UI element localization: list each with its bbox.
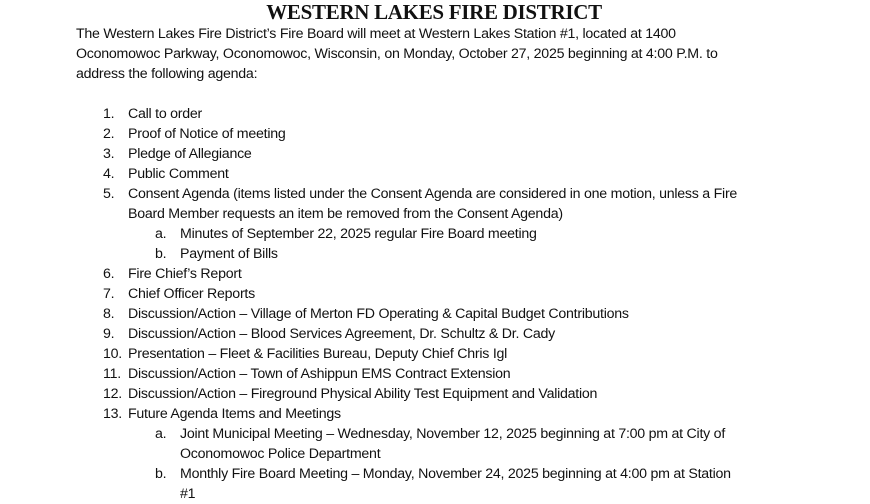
item-text: Fire Chief’s Report — [128, 266, 242, 282]
item-text: Discussion/Action – Fireground Physical Ability Test Equipment and Validation — [128, 386, 598, 402]
subitem-text: Minutes of September 22, 2025 regular Fire Board meeting — [180, 226, 537, 242]
agenda-subitem-13a-continuation — [0, 444, 870, 464]
item-text: Discussion/Action – Town of Ashippun EMS Contract Extension — [128, 366, 511, 382]
item-text: Proof of Notice of meeting — [128, 126, 286, 142]
agenda-subitem-13b-continuation — [0, 484, 870, 504]
subitem-text: Joint Municipal Meeting – Wednesday, November 12, 2025 beginning at 7:00 pm at City of — [180, 426, 726, 442]
agenda-item-1 — [0, 104, 870, 124]
item-number: 7. — [103, 286, 115, 302]
agenda-subitem-13b — [0, 464, 870, 484]
item-text: Presentation – Fleet & Facilities Bureau, Deputy Chief Chris Igl — [128, 346, 508, 362]
item-text: Discussion/Action – Village of Merton FD Operating & Capital Budget Contributions — [128, 306, 629, 322]
agenda-item-11 — [0, 364, 870, 384]
subitem-text-continuation: Oconomowoc Police Department — [180, 446, 381, 462]
item-number: 2. — [103, 126, 115, 142]
subitem-text-continuation: #1 — [180, 486, 196, 502]
agenda-subitem-13a — [0, 424, 870, 444]
subitem-letter: b. — [155, 466, 167, 482]
item-number: 11. — [103, 366, 121, 382]
item-number: 3. — [103, 146, 115, 162]
agenda-item-6 — [0, 264, 870, 284]
agenda-item-5-continuation — [0, 204, 870, 224]
item-number: 9. — [103, 326, 115, 342]
item-number: 12. — [103, 386, 122, 402]
item-text: Public Comment — [128, 166, 229, 182]
agenda-item-12 — [0, 384, 870, 404]
agenda-item-3 — [0, 144, 870, 164]
item-text: Consent Agenda (items listed under the Consent Agenda are considered in one motion, unless a Fire — [128, 186, 738, 202]
document-title: WESTERN LAKES FIRE DISTRICT — [266, 0, 602, 24]
agenda-subitem-5a — [0, 224, 870, 244]
agenda-subitem-5b — [0, 244, 870, 264]
item-number: 1. — [103, 106, 115, 122]
agenda-item-8 — [0, 304, 870, 324]
item-text: Pledge of Allegiance — [128, 146, 252, 162]
agenda-item-10 — [0, 344, 870, 364]
intro-paragraph — [76, 24, 856, 84]
item-text: Future Agenda Items and Meetings — [128, 406, 341, 422]
subitem-letter: a. — [155, 426, 167, 442]
agenda-item-13 — [0, 404, 870, 424]
item-number: 4. — [103, 166, 115, 182]
item-number: 6. — [103, 266, 115, 282]
agenda-item-7 — [0, 284, 870, 304]
item-number: 5. — [103, 186, 115, 202]
item-number: 13. — [103, 406, 122, 422]
item-text-continuation: Board Member requests an item be removed from the Consent Agenda) — [128, 206, 563, 222]
intro-line: address the following agenda: — [76, 66, 258, 82]
intro-line: Oconomowoc Parkway, Oconomowoc, Wisconsin, on Monday, October 27, 2025 beginning at 4:00 P.M. to — [76, 46, 718, 62]
item-number: 10. — [103, 346, 122, 362]
subitem-letter: a. — [155, 226, 167, 242]
intro-line: The Western Lakes Fire District’s Fire Board will meet at Western Lakes Station #1, located at 1400 — [76, 26, 676, 42]
agenda-item-4 — [0, 164, 870, 184]
agenda-list — [0, 104, 870, 504]
agenda-item-9 — [0, 324, 870, 344]
agenda-item-2 — [0, 124, 870, 144]
subitem-text: Monthly Fire Board Meeting – Monday, November 24, 2025 beginning at 4:00 pm at Station — [180, 466, 731, 482]
item-text: Discussion/Action – Blood Services Agreement, Dr. Schultz & Dr. Cady — [128, 326, 555, 342]
subitem-letter: b. — [155, 246, 167, 262]
item-text: Call to order — [128, 106, 203, 122]
item-number: 8. — [103, 306, 115, 322]
agenda-item-5 — [0, 184, 870, 204]
subitem-text: Payment of Bills — [180, 246, 278, 262]
item-text: Chief Officer Reports — [128, 286, 255, 302]
